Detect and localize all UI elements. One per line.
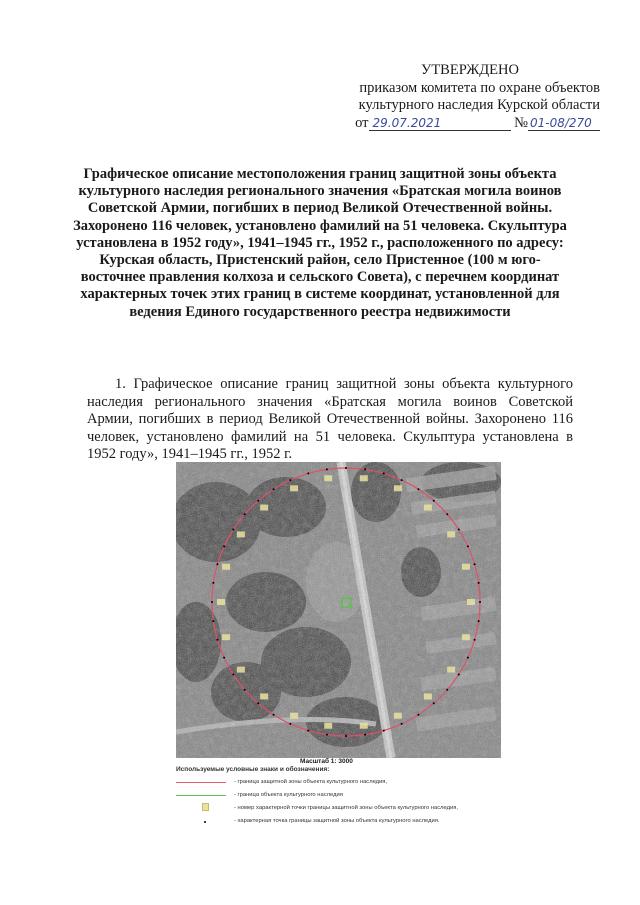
handwritten-date: 29.07.2021: [369, 116, 511, 131]
characteristic-point: [458, 673, 460, 675]
characteristic-point: [289, 723, 291, 725]
characteristic-point: [474, 639, 476, 641]
characteristic-point: [257, 500, 259, 502]
characteristic-point: [244, 513, 246, 515]
characteristic-point: [345, 467, 347, 469]
handwritten-number: 01-08/270: [528, 116, 600, 131]
characteristic-point: [479, 601, 481, 603]
point-number-label: [360, 475, 368, 481]
characteristic-point: [467, 545, 469, 547]
characteristic-point: [232, 673, 234, 675]
green-line-icon: [176, 795, 226, 796]
red-line-icon: [176, 782, 226, 783]
point-number-label: [447, 667, 455, 673]
characteristic-point: [216, 639, 218, 641]
characteristic-point: [211, 601, 213, 603]
characteristic-point: [467, 657, 469, 659]
characteristic-point: [446, 689, 448, 691]
characteristic-point: [232, 529, 234, 531]
point-number-label: [360, 723, 368, 729]
characteristic-point: [474, 563, 476, 565]
approval-line-1: приказом комитета по охране объектов: [359, 79, 600, 96]
legend-item-object-boundary: - граница объекта культурного наследия: [176, 790, 506, 803]
characteristic-point: [326, 468, 328, 470]
point-number-label: [324, 723, 332, 729]
point-number-label: [222, 564, 230, 570]
point-number-label: [462, 564, 470, 570]
approval-line-2: культурного наследия Курской области: [358, 97, 600, 113]
approval-stamp: [300, 62, 600, 132]
legend-item-zone-boundary: - граница защитной зоны объекта культурного наследия,: [176, 777, 506, 790]
point-number-label: [290, 713, 298, 719]
characteristic-point: [417, 714, 419, 716]
point-number-label: [290, 485, 298, 491]
characteristic-point: [307, 730, 309, 732]
point-number-label: [447, 531, 455, 537]
characteristic-point: [401, 479, 403, 481]
map-legend: [176, 766, 506, 829]
characteristic-point: [383, 730, 385, 732]
point-number-label: [222, 634, 230, 640]
document-heading: Графическое описание местоположения границ защитной зоны объекта культурного наследия регионального значения «Братская могила воинов Советской Армии, погибших в период Великой Отечественной войны. Захоронено 116 человек, установлено фамилий на 51 человека. Скульптура установлена в 1952 году», 1941–1945 гг., 1952 г., расположенного по адресу: Курская область, Пристенский район, село Пристенное (100 м юго-восточнее правления колхоза и сельского Совета), с перечнем координат характерных точек этих границ в системе координат, установленной для ведения Единого государственного реестра недвижимости: [73, 166, 567, 320]
characteristic-point: [401, 723, 403, 725]
legend-item-characteristic-point: - характерная точка границы защитной зоны объекта культурного наследия.: [176, 816, 506, 829]
from-label: от: [355, 114, 369, 131]
characteristic-point: [212, 582, 214, 584]
characteristic-point: [326, 734, 328, 736]
characteristic-point: [478, 620, 480, 622]
characteristic-point: [433, 702, 435, 704]
black-dot-icon: [204, 821, 206, 823]
characteristic-point: [364, 734, 366, 736]
number-label-icon: [202, 803, 209, 811]
point-number-label: [394, 485, 402, 491]
point-number-label: [237, 531, 245, 537]
point-number-label: [462, 634, 470, 640]
approval-title: УТВЕРЖДЕНО: [421, 62, 519, 78]
characteristic-point: [458, 529, 460, 531]
characteristic-point: [223, 657, 225, 659]
point-number-label: [394, 713, 402, 719]
characteristic-point: [307, 472, 309, 474]
legend-title: Используемые условные знаки и обозначения:: [176, 766, 330, 773]
characteristic-point: [478, 582, 480, 584]
point-number-label: [424, 505, 432, 511]
point-number-label: [424, 693, 432, 699]
point-number-label: [217, 599, 225, 605]
point-number-label: [260, 693, 268, 699]
aerial-map-image: [176, 462, 501, 758]
point-number-label: [467, 599, 475, 605]
legend-item-point-number: - номер характерной точки границы защитной зоны объекта культурного наследия,: [176, 803, 506, 816]
characteristic-point: [345, 735, 347, 737]
characteristic-point: [446, 513, 448, 515]
characteristic-point: [383, 472, 385, 474]
aerial-map: [176, 462, 501, 758]
characteristic-point: [417, 488, 419, 490]
point-number-label: [237, 667, 245, 673]
point-number-label: [260, 505, 268, 511]
point-number-label: [324, 475, 332, 481]
characteristic-point: [223, 545, 225, 547]
characteristic-point: [289, 479, 291, 481]
description-paragraph: 1. Графическое описание границ защитной зоны объекта культурного наследия регионального значения «Братская могила воинов Советской Армии, погибших в период Великой Отечественной войны. Захоронено 116 человек, установлено фамилий на 51 человека. Скульптура установлена в 1952 году», 1941–1945 гг., 1952 г.: [87, 376, 573, 462]
characteristic-point: [364, 468, 366, 470]
characteristic-point: [273, 714, 275, 716]
map-scale: Масштаб 1: 3000: [300, 758, 353, 765]
characteristic-point: [244, 689, 246, 691]
approval-date-number-line: [300, 115, 600, 133]
characteristic-point: [212, 620, 214, 622]
characteristic-point: [273, 488, 275, 490]
characteristic-point: [216, 563, 218, 565]
characteristic-point: [257, 702, 259, 704]
number-label: №: [514, 114, 528, 131]
characteristic-point: [433, 500, 435, 502]
